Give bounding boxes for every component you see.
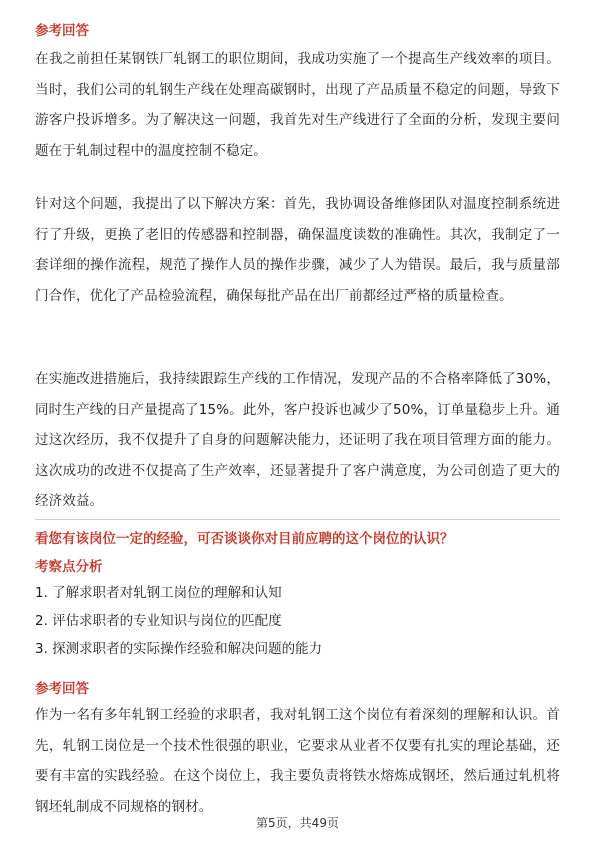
answer-paragraph: 在实施改进措施后，我持续跟踪生产线的工作情况，发现产品的不合格率降低了30%，同时生产线的日产量提高了15%。此外，客户投诉也减少了50%，订单量稳步上升。通过这次经历，我不仅提升了自身的问题解决能力，还证明了我在项目管理方面的能力。这次成功的改进不仅提高了生产效率，还显著提升了客户满意度，为公司创造了更大的经济效益。 — [35, 371, 561, 509]
answer-paragraph: 作为一名有多年轧钢工经验的求职者，我对轧钢工这个岗位有着深刻的理解和认识。首先，轧钢工岗位是一个技术性很强的职业，它要求从业者不仅要有扎实的理论基础，还要有丰富的实践经验。在这个岗位上，我主要负责将铁水熔炼成钢坯，然后通过轧机将钢坯轧制成不同规格的钢材。 — [35, 707, 560, 815]
answer-heading: 参考回答 — [35, 23, 89, 39]
points-list — [35, 579, 560, 663]
list-item: 1. 了解求职者对轧钢工岗位的理解和认知 — [35, 585, 282, 601]
answer-paragraph: 在我之前担任某钢铁厂轧钢工的职位期间，我成功实施了一个提高生产线效率的项目。当时，我们公司的轧钢生产线在处理高碳钢时，出现了产品质量不稳定的问题，导致下游客户投诉增多。为了解决这一问题，我首先对生产线进行了全面的分析，发现主要问题在于轧制过程中的温度控制不稳定。 — [35, 51, 560, 159]
points-heading: 考察点分析 — [35, 559, 103, 575]
list-item: 3. 探测求职者的实际操作经验和解决问题的能力 — [35, 641, 323, 657]
list-item: 2. 评估求职者的专业知识与岗位的匹配度 — [35, 613, 282, 629]
interview-question: 看您有该岗位一定的经验，可否谈谈你对目前应聘的这个岗位的认识？ — [35, 531, 454, 547]
answer-heading: 参考回答 — [35, 681, 89, 697]
section-divider — [35, 519, 560, 520]
page-number: 第5页，共49页 — [256, 816, 339, 830]
answer-paragraph: 针对这个问题，我提出了以下解决方案：首先，我协调设备维修团队对温度控制系统进行了升级，更换了老旧的传感器和控制器，确保温度读数的准确性。其次，我制定了一套详细的操作流程，规范了操作人员的操作步骤，减少了人为错误。最后，我与质量部门合作，优化了产品检验流程，确保每批产品在出厂前都经过严格的质量检查。 — [35, 196, 560, 304]
